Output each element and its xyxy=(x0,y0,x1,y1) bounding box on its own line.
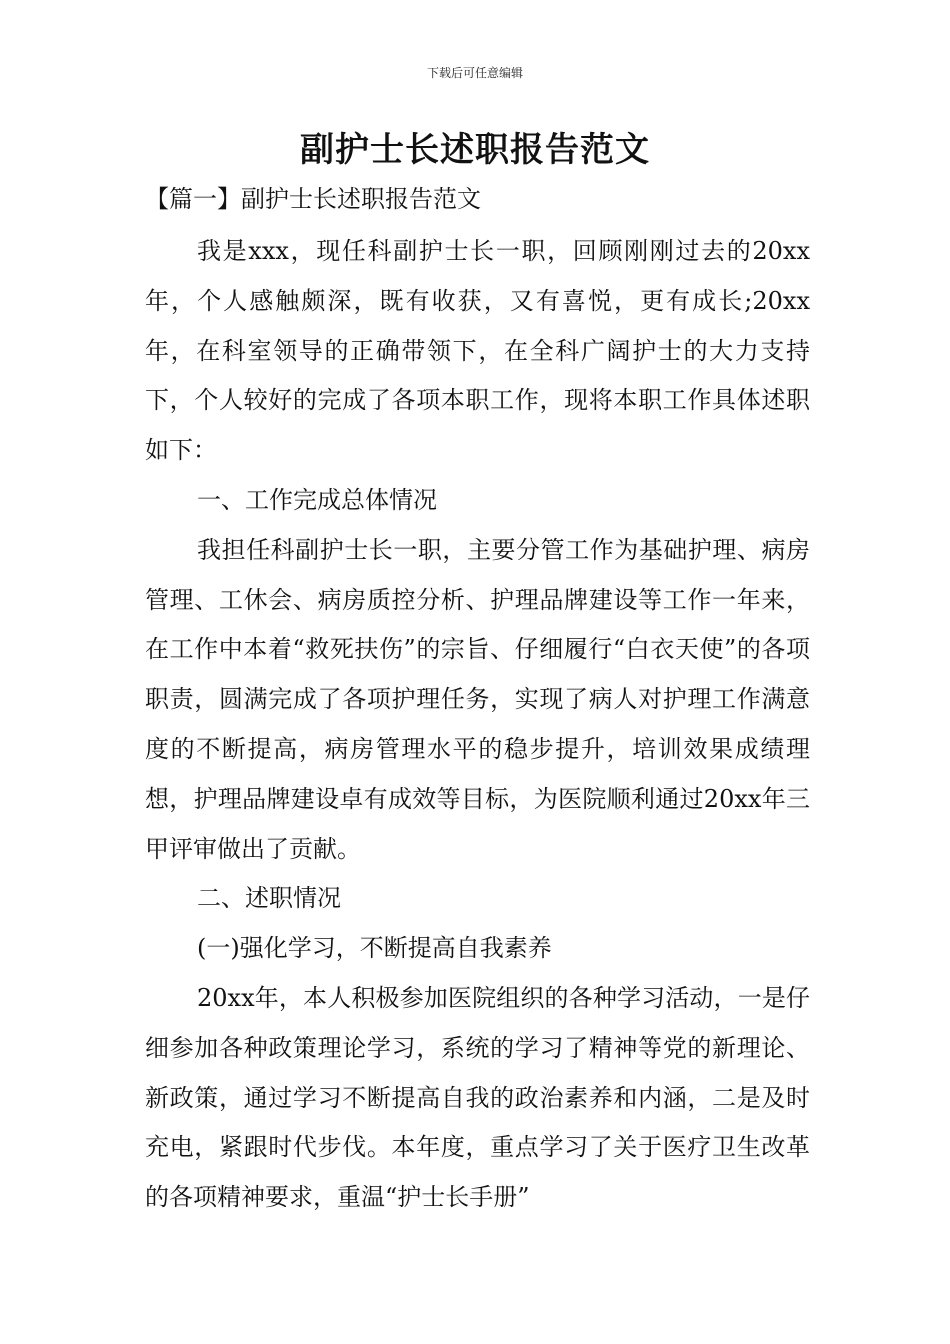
subheading-overall-situation: 一、工作完成总体情况 xyxy=(197,485,437,514)
document-title: 副护士长述职报告范文 xyxy=(300,130,650,170)
document-body xyxy=(145,227,810,1223)
paragraph-overall-situation: 我担任科副护士长一职，主要分管工作为基础护理、病房管理、工休会、病房质控分析、护理品牌建设等工作一年来，在工作中本着“救死扶伤”的宗旨、仔细履行“白衣天使”的各项职责，圆满完成了各项护理任务，实现了病人对护理工作满意度的不断提高，病房管理水平的稳步提升，培训效果成绩理想，护理品牌建设卓有成效等目标，为医院顺利通过20xx年三甲评审做出了贡献。 xyxy=(145,535,810,863)
paragraph-intro: 我是xxx，现任科副护士长一职，回顾刚刚过去的20xx年，个人感触颇深，既有收获，又有喜悦，更有成长;20xx年，在科室领导的正确带领下，在全科广阔护士的大力支持下，个人较好的完成了各项本职工作，现将本职工作具体述职如下： xyxy=(145,237,810,465)
section-heading: 【篇一】副护士长述职报告范文 xyxy=(145,185,481,213)
paragraph-study: 20xx年，本人积极参加医院组织的各种学习活动，一是仔细参加各种政策理论学习，系统的学习了精神等党的新理论、新政策，通过学习不断提高自我的政治素养和内涵，二是及时充电，紧跟时代步伐。本年度，重点学习了关于医疗卫生改革的各项精神要求，重温“护士长手册” xyxy=(145,983,810,1212)
page-header-note: 下载后可任意编辑 xyxy=(426,66,523,80)
subheading-study: (一)强化学习，不断提高自我素养 xyxy=(197,934,552,963)
subheading-report: 二、述职情况 xyxy=(197,884,341,913)
